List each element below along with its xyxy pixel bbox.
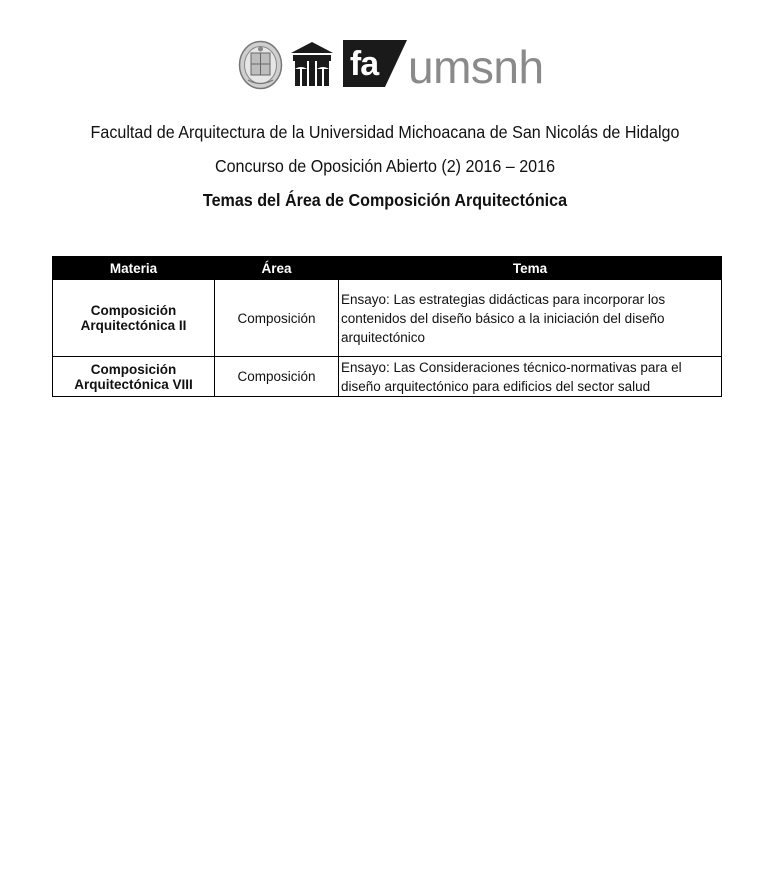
umsnh-logo-text: umsnh	[408, 41, 544, 93]
table-header-row	[53, 257, 722, 280]
area-cell: Composición	[215, 357, 339, 397]
tema-cell: Ensayo: Las Consideraciones técnico-normativas para el diseño arquitectónico para edificios del sector salud	[339, 357, 722, 397]
tema-cell: Ensayo: Las estrategias didácticas para incorporar los contenidos del diseño básico a la iniciación del diseño arquitectónico	[339, 280, 722, 357]
materia-cell: Composición Arquitectónica II	[53, 280, 215, 357]
table-row	[53, 357, 722, 397]
header-logos	[238, 38, 544, 94]
area-cell: Composición	[215, 280, 339, 357]
contest-subtitle: Concurso de Oposición Abierto (2) 2016 – 2016	[214, 156, 556, 176]
column-header-area: Área	[215, 257, 339, 280]
table-row	[53, 280, 722, 357]
topics-table	[52, 256, 722, 397]
slash-logo-icon	[385, 40, 407, 87]
umsnh-seal-icon	[238, 40, 283, 90]
topics-heading: Temas del Área de Composición Arquitectónica	[202, 190, 568, 210]
fa-logo: fa	[343, 40, 385, 87]
materia-cell: Composición Arquitectónica VIII	[53, 357, 215, 397]
faculty-title: Facultad de Arquitectura de la Universidad Michoacana de San Nicolás de Hidalgo	[90, 122, 680, 142]
architecture-arch-icon	[290, 41, 334, 87]
column-header-materia: Materia	[53, 257, 215, 280]
column-header-tema: Tema	[339, 257, 722, 280]
